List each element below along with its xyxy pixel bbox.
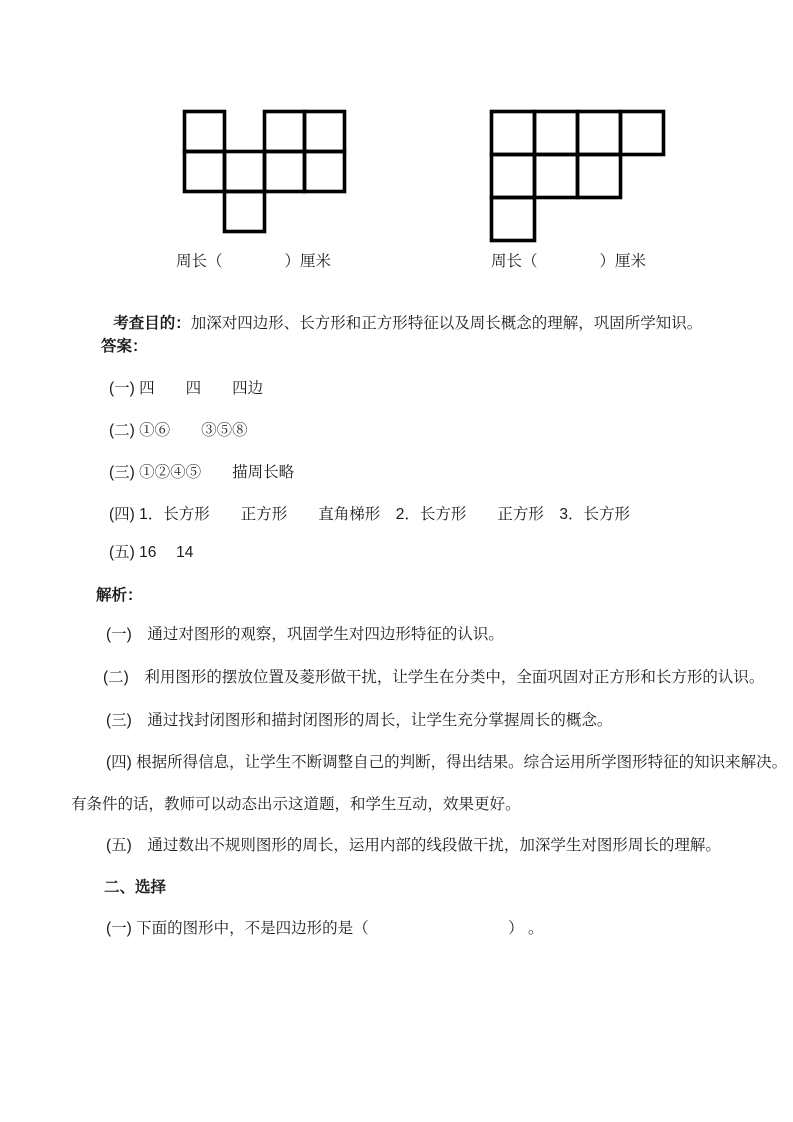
- perimeter-figure-right: [489, 109, 666, 243]
- perimeter-caption-left: 周长（ ）厘米: [176, 253, 332, 270]
- analysis-item-3: (三) 通过找封闭图形和描封闭图形的周长，让学生充分掌握周长的概念。: [106, 712, 613, 729]
- answer-item-1: (一) 四 四 四边: [109, 380, 264, 397]
- answer-item-4: (四) 1．长方形 正方形 直角梯形 2．长方形 正方形 3．长方形: [109, 506, 630, 523]
- analysis-item-4-continuation: 有条件的话，教师可以动态出示这道题，和学生互动，效果更好。: [71, 796, 521, 813]
- section-two-heading: 二、选择: [104, 879, 167, 896]
- analysis-heading: 解析：: [96, 587, 143, 604]
- exam-purpose-text: 加深对四边形、长方形和正方形特征以及周长概念的理解，巩固所学知识。: [190, 315, 703, 332]
- analysis-item-5: (五) 通过数出不规则图形的周长，运用内部的线段做干扰，加深学生对图形周长的理解。: [106, 837, 721, 854]
- answer-item-3: (三) ①②④⑤ 描周长略: [109, 464, 295, 481]
- perimeter-figure-left: [182, 109, 347, 234]
- exam-purpose-label: 考查目的：: [113, 315, 191, 332]
- answers-heading: 答案：: [101, 338, 148, 355]
- answer-item-5: (五) 16 14: [109, 544, 194, 561]
- analysis-item-1: (一) 通过对图形的观察，巩固学生对四边形特征的认识。: [106, 626, 504, 643]
- answer-item-2: (二) ①⑥ ③⑤⑧: [109, 422, 248, 439]
- section-two-question-1: (一) 下面的图形中，不是四边形的是（ ） 。: [106, 920, 544, 937]
- exam-purpose-line: [96, 294, 702, 354]
- analysis-item-4: (四) 根据所得信息，让学生不断调整自己的判断，得出结果。综合运用所学图形特征的知识来解决。: [106, 754, 788, 771]
- analysis-item-2: (二) 利用图形的摆放位置及菱形做干扰，让学生在分类中，全面巩固对正方形和长方形的认识。: [103, 669, 765, 686]
- perimeter-caption-right: 周长（ ）厘米: [491, 253, 647, 270]
